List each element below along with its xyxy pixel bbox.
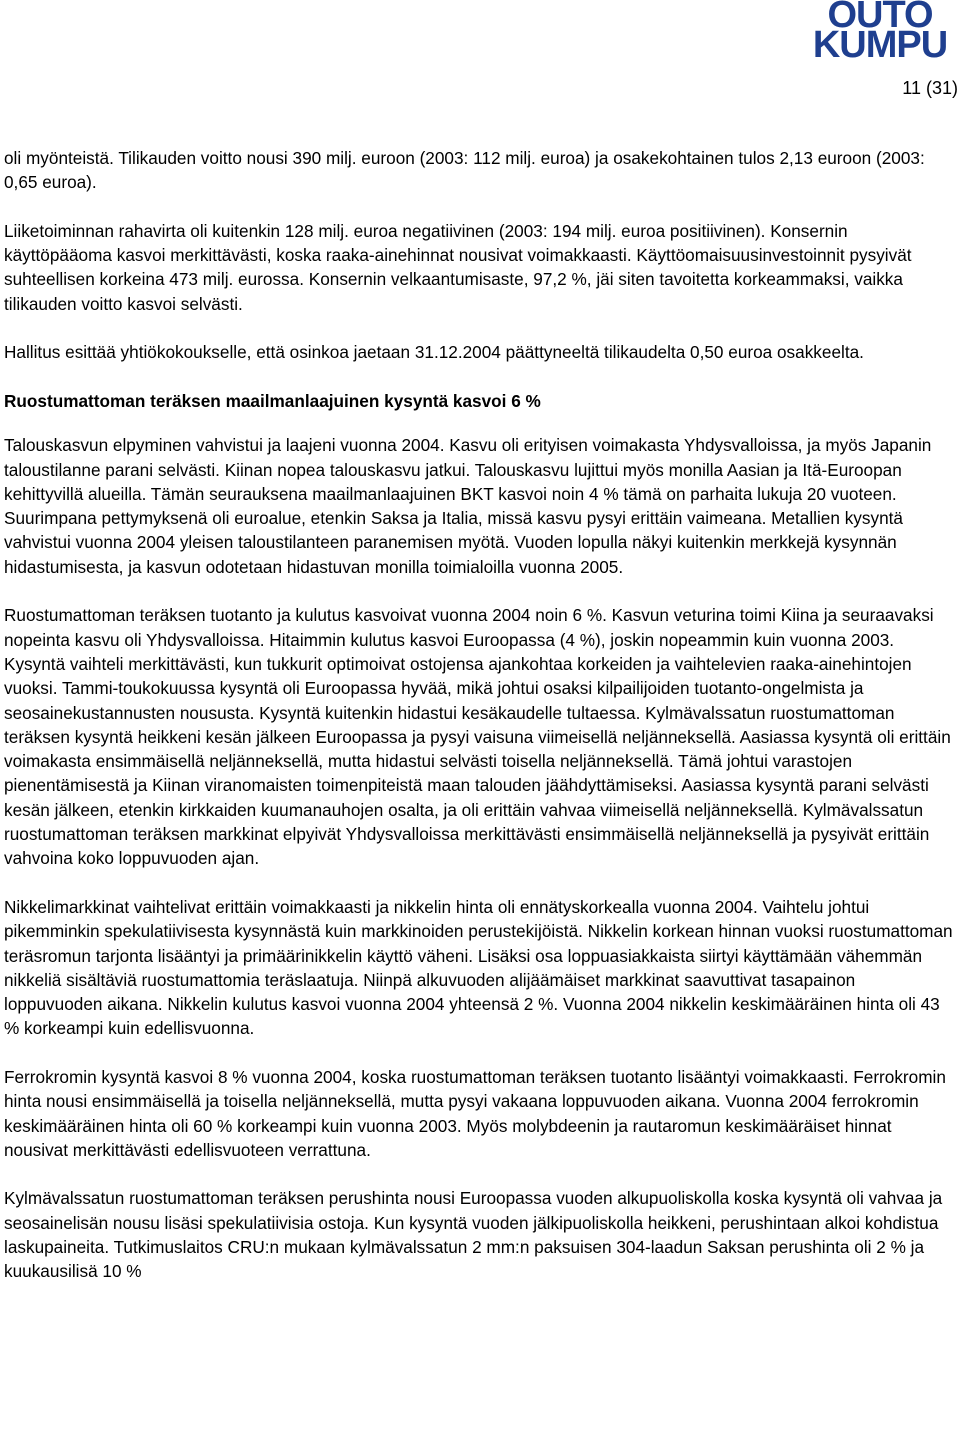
paragraph: Hallitus esittää yhtiökokoukselle, että osinkoa jaetaan 31.12.2004 päättyneeltä tilikaudelta 0,50 euroa osakkeelta. [4, 342, 864, 363]
paragraph: Ferrokromin kysyntä kasvoi 8 % vuonna 2004, koska ruostumattoman teräksen tuotanto lisääntyi voimakkaasti. Ferrokromin hinta nousi ensimmäisellä ja toisella neljänneksellä, mutta pysyi vakaana loppuvuoden aikana. Vuonna 2004 ferrokromin keskimääräinen hinta oli 60 % korkeampi kuin vuonna 2003. Myös molybdeenin ja rautaromun keskimääräiset hinnat nousivat merkittävästi edellisvuoteen verrattuna. [4, 1066, 946, 1160]
outokumpu-logo [810, 0, 950, 66]
section-heading: Ruostumattoman teräksen maailmanlaajuinen kysyntä kasvoi 6 % [4, 390, 541, 411]
document-body [4, 146, 956, 1308]
paragraph: oli myönteistä. Tilikauden voitto nousi 390 milj. euroon (2003: 112 milj. euroa) ja osakekohtainen tulos 2,13 euroon (2003: 0,65 euroa). [4, 148, 925, 193]
logo-line-2: KUMPU [812, 24, 948, 66]
paragraph: Nikkelimarkkinat vaihtelivat erittäin voimakkaasti ja nikkelin hinta oli ennätyskorkealla vuonna 2004. Vaihtelu johtui pikemminkin spekulatiivisesta kysynnästä kuin markkinoiden perustekijöistä. Nikkelin korkean hinnan vuoksi ruostumattoman teräsromun tarjonta lisääntyi ja primäärinikkelin käyttö väheni. Lisäksi osa loppuasiakkaista siirtyi käyttämään vähemmän nikkeliä sisältäviä ruostumattomia teräslaatuja. Niinpä alkuvuoden alijäämäiset markkinat saavuttivat tasapainon loppuvuoden aikana. Nikkelin kulutus kasvoi vuonna 2004 yhteensä 2 %. Vuonna 2004 nikkelin keskimääräinen hinta oli 43 % korkeampi kuin edellisvuonna. [4, 896, 953, 1039]
paragraph: Ruostumattoman teräksen tuotanto ja kulutus kasvoivat vuonna 2004 noin 6 %. Kasvun veturina toimi Kiina ja seuraavaksi nopeinta kasvu oli Yhdysvalloissa. Hitaimmin kulutus kasvoi Euroopassa (4 %), joskin nopeammin kuin vuonna 2003. Kysyntä vaihteli merkittävästi, kun tukkurit optimoivat ostojensa ajankohtaa korkeiden ja vaihtelevien raaka-ainehintojen vuoksi. Tammi-toukokuussa kysyntä oli Euroopassa hyvää, mikä johtui osaksi kilpailijoiden tuotanto-ongelmista ja seosainekustannusten noususta. Kysyntä kuitenkin hidastui kesäkaudelle tultaessa. Kylmävalssatun ruostumattoman teräksen kysyntä heikkeni kesän jälkeen Euroopassa ja pysyi vaisuna viimeisellä neljänneksellä. Aasiassa kysyntä oli erittäin voimakasta ensimmäisellä neljänneksellä, mutta hidastui selvästi toisella neljänneksellä. Tämä johtui varastojen pienentämisestä ja Kiinan viranomaisten toimenpiteistä maan talouden jäähdyttämiseksi. Aasiassa kysyntä parani selvästi kesän jälkeen, etenkin kirkkaiden kuumanauhojen osalta, ja oli erittäin vahvaa viimeisellä neljänneksellä. Kylmävalssatun ruostumattoman teräksen markkinat elpyivät Yhdysvalloissa merkittävästi ensimmäisellä neljänneksellä ja pysyivät erittäin vahvoina koko loppuvuoden ajan. [4, 605, 951, 869]
logo-line-1: OUTO [827, 0, 933, 36]
page-number: 11 (31) [902, 78, 958, 98]
paragraph: Talouskasvun elpyminen vahvistui ja laajeni vuonna 2004. Kasvu oli erityisen voimakasta Yhdysvalloissa, ja myös Japanin taloustilanne parani selvästi. Kiinan nopea talouskasvu jatkui. Talouskasvu lujittui myös monilla Aasian ja Itä-Euroopan kehittyvillä alueilla. Tämän seurauksena maailmanlaajuinen BKT kasvoi noin 4 % tämä on parhaita lukuja 20 vuoteen. Suurimpana pettymyksenä oli euroalue, etenkin Saksa ja Italia, missä kasvu pysyi erittäin vaimeana. Metallien kysyntä vahvistui vuonna 2004 yleisen taloustilanteen paranemisen myötä. Vuoden lopulla näkyi kuitenkin merkkejä kysynnän hidastumisesta, ja kasvun odotetaan hidastuvan monilla toimialoilla vuonna 2005. [4, 435, 932, 577]
paragraph: Kylmävalssatun ruostumattoman teräksen perushinta nousi Euroopassa vuoden alkupuoliskolla koska kysyntä oli vahvaa ja seosainelisän nousu lisäsi spekulatiivisia ostoja. Kun kysyntä vuoden jälkipuoliskolla heikkeni, perushintaan alkoi kohdistua laskupaineita. Tutkimuslaitos CRU:n mukaan kylmävalssatun 2 mm:n paksuisen 304-laadun Saksan perushinta oli 2 % ja kuukausilisä 10 % [4, 1188, 943, 1282]
paragraph: Liiketoiminnan rahavirta oli kuitenkin 128 milj. euroa negatiivinen (2003: 194 milj. euroa positiivinen). Konsernin käyttöpääoma kasvoi merkittävästi, koska raaka-ainehinnat nousivat voimakkaasti. Käyttöomaisuusinvestoinnit pysyivät suhteellisen korkeina 473 milj. eurossa. Konsernin velkaantumisaste, 97,2 %, jäi siten tavoitetta korkeammaksi, vaikka tilikauden voitto kasvoi selvästi. [4, 220, 912, 314]
